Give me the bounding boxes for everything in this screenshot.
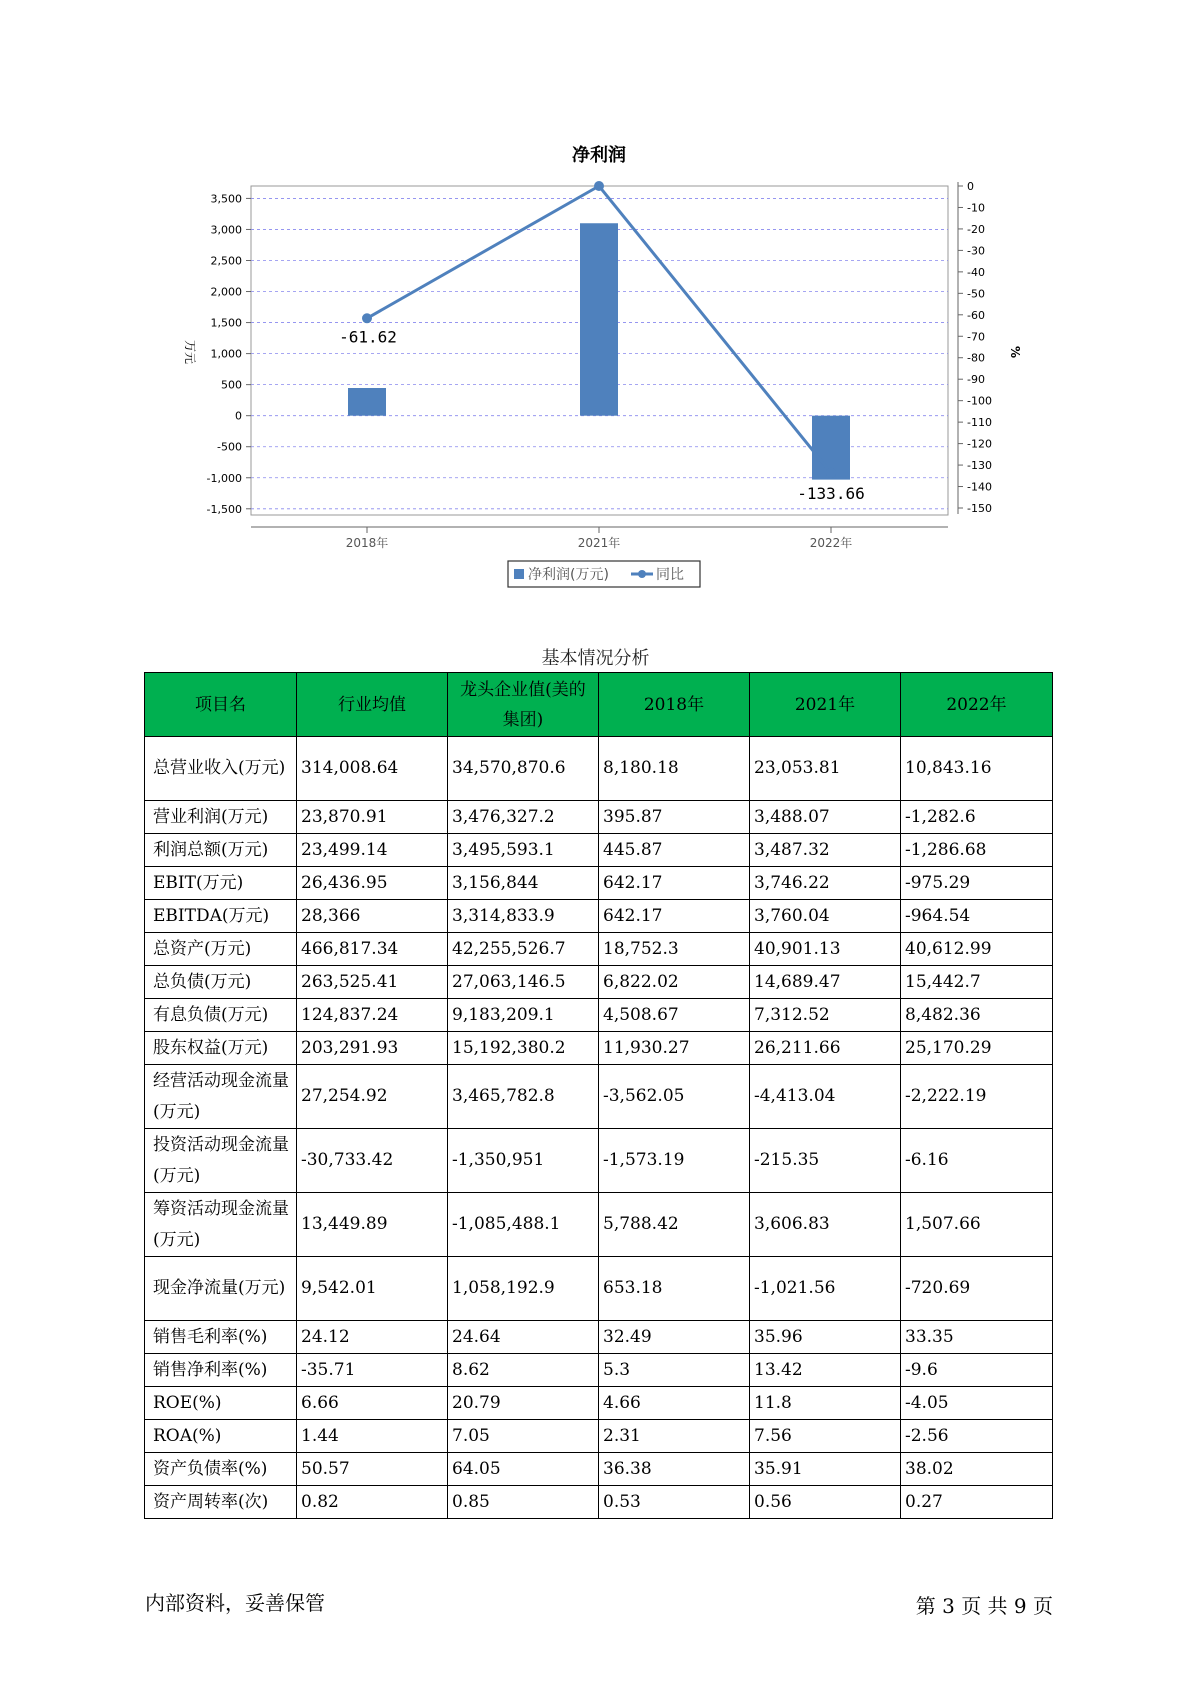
value-cell: 27,254.92 [297,1065,448,1129]
value-cell: 3,314,833.9 [448,900,599,933]
value-cell: 26,211.66 [750,1032,901,1065]
value-cell: -1,085,488.1 [448,1193,599,1257]
yoy-point [594,181,604,191]
value-cell: -964.54 [901,900,1053,933]
yoy-point [362,313,372,323]
x-tick-label: 2022年 [809,536,853,550]
table-row [145,1420,1053,1453]
value-cell: 8,180.18 [599,737,750,801]
table-header-cell: 项目名 [145,673,297,737]
row-label-cell: 经营活动现金流量(万元) [145,1065,297,1129]
value-cell: 33.35 [901,1321,1053,1354]
y2-tick-label: -40 [967,265,985,279]
table-row [145,1257,1053,1321]
value-cell: 38.02 [901,1453,1053,1486]
value-cell: 42,255,526.7 [448,933,599,966]
legend-bar-swatch [514,569,524,579]
value-cell: 466,817.34 [297,933,448,966]
value-cell: -2,222.19 [901,1065,1053,1129]
table-header-cell: 行业均值 [297,673,448,737]
row-label-cell: 现金净流量(万元) [145,1257,297,1321]
table-row [145,1387,1053,1420]
y2-axis-label: % [1008,345,1022,359]
value-cell: 3,487.32 [750,834,901,867]
y2-tick-label: -80 [967,351,985,365]
value-cell: 18,752.3 [599,933,750,966]
row-label-cell: 资产周转率(次) [145,1486,297,1519]
value-cell: -2.56 [901,1420,1053,1453]
table-row [145,801,1053,834]
table-row [145,1453,1053,1486]
value-cell: -35.71 [297,1354,448,1387]
value-cell: 653.18 [599,1257,750,1321]
value-cell: 3,476,327.2 [448,801,599,834]
legend-line-marker [638,570,646,578]
value-cell: 9,542.01 [297,1257,448,1321]
value-cell: 7,312.52 [750,999,901,1032]
value-cell: 40,612.99 [901,933,1053,966]
y2-tick-label: 0 [967,180,974,193]
value-cell: 445.87 [599,834,750,867]
value-cell: 5.3 [599,1354,750,1387]
footer-confidential-note: 内部资料，妥善保管 [145,1591,325,1615]
table-row [145,1354,1053,1387]
value-cell: 20.79 [448,1387,599,1420]
value-cell: 25,170.29 [901,1032,1053,1065]
data-label: -61.62 [339,327,397,347]
value-cell: 5,788.42 [599,1193,750,1257]
row-label-cell: 有息负债(万元) [145,999,297,1032]
value-cell: 35.91 [750,1453,901,1486]
bar [348,388,386,416]
value-cell: 3,495,593.1 [448,834,599,867]
legend-line-label: 同比 [656,567,684,583]
value-cell: 203,291.93 [297,1032,448,1065]
value-cell: 0.85 [448,1486,599,1519]
value-cell: 23,870.91 [297,801,448,834]
y-tick-label: 0 [235,409,242,423]
row-label-cell: 销售毛利率(%) [145,1321,297,1354]
value-cell: 23,499.14 [297,834,448,867]
y2-tick-label: -150 [967,502,992,515]
value-cell: 36.38 [599,1453,750,1486]
value-cell: 11,930.27 [599,1032,750,1065]
y-tick-label: 1,000 [210,347,242,361]
value-cell: 0.53 [599,1486,750,1519]
y-tick-label: 500 [221,378,242,392]
y2-tick-label: -100 [967,394,992,408]
x-tick-label: 2018年 [345,536,389,550]
value-cell: 9,183,209.1 [448,999,599,1032]
table-header-cell: 龙头企业值(美的集团) [448,673,599,737]
value-cell: 263,525.41 [297,966,448,999]
data-label: -133.66 [797,483,865,503]
net-profit-chart [0,0,1191,600]
value-cell: 2.31 [599,1420,750,1453]
value-cell: 23,053.81 [750,737,901,801]
row-label-cell: EBIT(万元) [145,867,297,900]
basic-analysis-table [144,672,1053,1519]
value-cell: 642.17 [599,867,750,900]
value-cell: 24.12 [297,1321,448,1354]
row-label-cell: 销售净利率(%) [145,1354,297,1387]
table-row [145,737,1053,801]
row-label-cell: 筹资活动现金流量(万元) [145,1193,297,1257]
value-cell: 40,901.13 [750,933,901,966]
table-row [145,1129,1053,1193]
yoy-point [826,468,836,478]
value-cell: 6.66 [297,1387,448,1420]
y-tick-label: -1,000 [206,471,242,485]
value-cell: 314,008.64 [297,737,448,801]
value-cell: 3,465,782.8 [448,1065,599,1129]
y2-tick-label: -90 [967,373,985,387]
row-label-cell: ROA(%) [145,1420,297,1453]
row-label-cell: 投资活动现金流量(万元) [145,1129,297,1193]
value-cell: 7.56 [750,1420,901,1453]
table-body [145,737,1053,1519]
value-cell: -1,021.56 [750,1257,901,1321]
table-row [145,933,1053,966]
value-cell: -975.29 [901,867,1053,900]
y-tick-label: 3,500 [210,192,242,206]
table-header-row [145,673,1053,737]
row-label-cell: ROE(%) [145,1387,297,1420]
value-cell: 4,508.67 [599,999,750,1032]
y-tick-label: -500 [217,440,242,454]
table-row [145,867,1053,900]
value-cell: 32.49 [599,1321,750,1354]
table-header-cell: 2021年 [750,673,901,737]
row-label-cell: EBITDA(万元) [145,900,297,933]
value-cell: 13,449.89 [297,1193,448,1257]
value-cell: -215.35 [750,1129,901,1193]
value-cell: 642.17 [599,900,750,933]
row-label-cell: 总负债(万元) [145,966,297,999]
table-header-cell: 2022年 [901,673,1053,737]
value-cell: 26,436.95 [297,867,448,900]
value-cell: 27,063,146.5 [448,966,599,999]
y2-tick-label: -120 [967,437,992,451]
table-row [145,834,1053,867]
chart-svg [0,0,1191,600]
bar [580,223,618,415]
value-cell: -720.69 [901,1257,1053,1321]
value-cell: 50.57 [297,1453,448,1486]
value-cell: 0.56 [750,1486,901,1519]
row-label-cell: 总资产(万元) [145,933,297,966]
y-tick-label: 1,500 [210,316,242,330]
value-cell: 3,746.22 [750,867,901,900]
value-cell: 124,837.24 [297,999,448,1032]
y2-tick-label: -70 [967,330,985,344]
value-cell: 1,058,192.9 [448,1257,599,1321]
value-cell: 24.64 [448,1321,599,1354]
value-cell: 7.05 [448,1420,599,1453]
table-row [145,1065,1053,1129]
table-row [145,999,1053,1032]
y-tick-label: 2,000 [210,285,242,299]
value-cell: 10,843.16 [901,737,1053,801]
x-tick-label: 2021年 [577,536,621,550]
y2-tick-label: -10 [967,201,985,215]
value-cell: 395.87 [599,801,750,834]
value-cell: 3,606.83 [750,1193,901,1257]
row-label-cell: 利润总额(万元) [145,834,297,867]
value-cell: 1.44 [297,1420,448,1453]
value-cell: 34,570,870.6 [448,737,599,801]
y2-tick-label: -60 [967,308,985,322]
value-cell: 15,442.7 [901,966,1053,999]
value-cell: -4.05 [901,1387,1053,1420]
row-label-cell: 营业利润(万元) [145,801,297,834]
table-row [145,966,1053,999]
value-cell: 8,482.36 [901,999,1053,1032]
value-cell: -1,286.68 [901,834,1053,867]
value-cell: -3,562.05 [599,1065,750,1129]
table-title: 基本情况分析 [541,648,650,669]
y2-tick-label: -30 [967,244,985,258]
value-cell: 35.96 [750,1321,901,1354]
table-row [145,1321,1053,1354]
value-cell: -6.16 [901,1129,1053,1193]
value-cell: 1,507.66 [901,1193,1053,1257]
y-axis-label: 万元 [183,339,197,365]
value-cell: 8.62 [448,1354,599,1387]
value-cell: 4.66 [599,1387,750,1420]
value-cell: -1,282.6 [901,801,1053,834]
row-label-cell: 总营业收入(万元) [145,737,297,801]
value-cell: 14,689.47 [750,966,901,999]
table-row [145,1486,1053,1519]
y2-tick-label: -130 [967,459,992,473]
row-label-cell: 股东权益(万元) [145,1032,297,1065]
y2-tick-label: -110 [967,416,992,430]
y2-tick-label: -50 [967,287,985,301]
value-cell: 0.27 [901,1486,1053,1519]
value-cell: -30,733.42 [297,1129,448,1193]
value-cell: 3,488.07 [750,801,901,834]
y2-tick-label: -20 [967,222,985,236]
y2-tick-label: -140 [967,480,992,494]
row-label-cell: 资产负债率(%) [145,1453,297,1486]
value-cell: 3,156,844 [448,867,599,900]
y-tick-label: 2,500 [210,254,242,268]
legend-bar-label: 净利润(万元) [528,567,609,583]
y-tick-label: 3,000 [210,223,242,237]
value-cell: -9.6 [901,1354,1053,1387]
value-cell: -1,573.19 [599,1129,750,1193]
value-cell: -4,413.04 [750,1065,901,1129]
table-row [145,1032,1053,1065]
table-row [145,1193,1053,1257]
value-cell: 6,822.02 [599,966,750,999]
chart-title: 净利润 [572,145,626,166]
value-cell: 13.42 [750,1354,901,1387]
footer-page-number: 第 3 页 共 9 页 [915,1594,1053,1618]
value-cell: 11.8 [750,1387,901,1420]
value-cell: -1,350,951 [448,1129,599,1193]
value-cell: 64.05 [448,1453,599,1486]
table-header-cell: 2018年 [599,673,750,737]
value-cell: 3,760.04 [750,900,901,933]
y-tick-label: -1,500 [206,502,242,516]
table-row [145,900,1053,933]
value-cell: 28,366 [297,900,448,933]
value-cell: 15,192,380.2 [448,1032,599,1065]
value-cell: 0.82 [297,1486,448,1519]
